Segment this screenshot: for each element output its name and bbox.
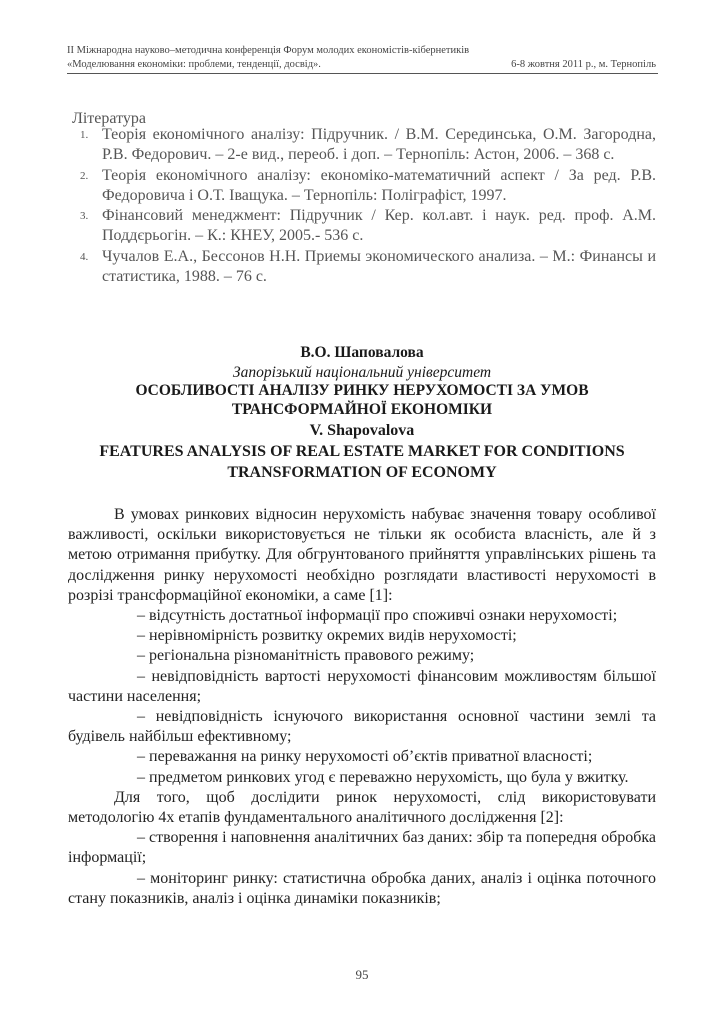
conference-date-place: 6-8 жовтня 2011 р., м. Тернопіль bbox=[511, 59, 656, 70]
header-divider bbox=[67, 73, 658, 74]
bullet-item: – відсутність достатньої інформації про споживчі ознаки нерухомості; bbox=[137, 607, 618, 625]
article-body bbox=[68, 505, 656, 909]
article-title-en-line1: FEATURES ANALYSIS OF REAL ESTATE MARKET FOR CONDITIONS bbox=[99, 443, 625, 460]
article-title-en-line2: TRANSFORMATION OF ECONOMY bbox=[227, 464, 497, 481]
bullet-item: – невідповідність існуючого використання основної частини землі та будівель найбільш ефективному; bbox=[68, 708, 656, 746]
bullet-item: – моніторинг ринку: статистична обробка даних, аналіз і оцінка поточного стану показників, аналіз і оцінка динаміки показників; bbox=[68, 869, 656, 907]
reference-item bbox=[72, 247, 656, 288]
bullet-item: – переважання на ринку нерухомості об’єктів приватної власності; bbox=[137, 748, 593, 766]
article-author: В.О. Шаповалова bbox=[300, 344, 424, 361]
article-title-line2: ТРАНСФОРМАЙНОЇ ЕКОНОМІКИ bbox=[231, 401, 493, 418]
reference-number: 2. bbox=[80, 169, 89, 182]
reference-number: 4. bbox=[80, 250, 89, 263]
reference-text: Теорія економічного аналізу: Підручник. / В.М. Серединська, О.М. Загородна, Р.В. Федорович. – 2-е вид., переоб. і доп. – Тернопіль: Астон, 2006. – 368 с. bbox=[102, 126, 656, 164]
bullet-item: – предметом ринкових угод є переважно нерухомість, що була у вжитку. bbox=[137, 768, 629, 786]
reference-text: Чучалов Е.А., Бессонов Н.Н. Приемы экономического анализа. – М.: Финансы и статистика, 1988. – 76 с. bbox=[102, 247, 656, 286]
bullet-item: – створення і наповнення аналітичних баз даних: збір та попередня обробка інформації; bbox=[68, 829, 657, 867]
references-title: Література bbox=[72, 110, 146, 127]
article-author-en: V. Shapovalova bbox=[309, 422, 415, 439]
reference-item bbox=[72, 125, 656, 166]
running-header-line1: ІІ Міжнародна науково–методична конференція Форум молодих економістів-кібернетиків bbox=[67, 45, 470, 56]
reference-text: Фінансовий менеджмент: Підручник / Кер. кол.авт. і наук. ред. проф. А.М. Поддєрьогін. – К.: КНЕУ, 2005.- 536 с. bbox=[102, 207, 656, 245]
running-header-line2 bbox=[67, 58, 656, 71]
references-list bbox=[72, 125, 656, 287]
reference-text: Теорія економічного аналізу: економіко-математичний аспект / За ред. Р.В. Федоровича і О.Т. Іващука. – Тернопіль: Поліграфіст, 1997. bbox=[102, 166, 656, 204]
article-title-line1: ОСОБЛИВОСТІ АНАЛІЗУ РИНКУ НЕРУХОМОСТІ ЗА УМОВ bbox=[135, 382, 589, 399]
reference-number: 1. bbox=[80, 129, 89, 141]
page-number: 95 bbox=[355, 967, 369, 982]
bullet-item: – невідповідність вартості нерухомості фінансовим можливостям більшої частини населення; bbox=[68, 667, 656, 705]
methodology-paragraph: Для того, щоб дослідити ринок нерухомості, слід використовувати методологію 4х етапів фундаментального аналітичного дослідження [2]: bbox=[68, 788, 656, 827]
author-affiliation: Запорізький національний університет bbox=[232, 364, 492, 381]
reference-item bbox=[72, 166, 656, 207]
bullet-item: – регіональна різноманітність правового режиму; bbox=[137, 647, 475, 665]
conference-title: «Моделювання економіки: проблеми, тенденції, досвід». bbox=[67, 59, 321, 70]
intro-paragraph: В умовах ринкових відносин нерухомість набуває значення товару особливої важливості, оскільки використовується не тільки як особиста власність, але й з метою отримання прибутку. Для обгрунтованого прийняття управлінських рішень та дослідження ринку нерухомості необхідно розглядати властивості нерухомості в розрізі трансформаційної економіки, а саме [1]: bbox=[68, 506, 656, 604]
reference-item bbox=[72, 206, 656, 247]
bullet-item: – нерівномірність розвитку окремих видів нерухомості; bbox=[137, 627, 517, 645]
reference-number: 3. bbox=[80, 210, 89, 223]
